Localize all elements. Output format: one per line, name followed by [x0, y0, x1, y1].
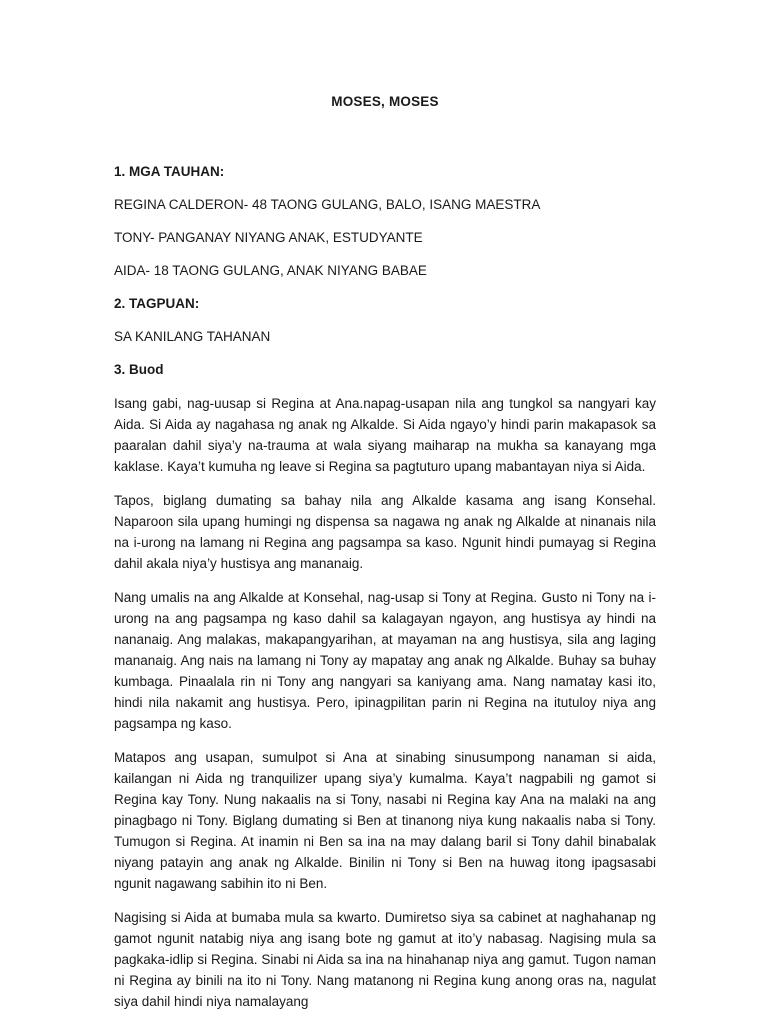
character-line: REGINA CALDERON- 48 TAONG GULANG, BALO, ISANG MAESTRA: [114, 197, 541, 212]
character-line: AIDA- 18 TAONG GULANG, ANAK NIYANG BABAE: [114, 263, 427, 278]
summary-paragraph: Isang gabi, nag-uusap si Regina at Ana.napag-usapan nila ang tungkol sa nangyari kay Aida. Si Aida ay nagahasa ng anak ng Alkalde. Si Aida ngayo’y hindi parin makapasok sa paaralan dahil siya’y na-trauma at wala siyang maiharap na mukha sa kanayang mga kaklase. Kaya’t kumuha ng leave si Regina sa pagtuturo upang mabantayan niya si Aida.: [114, 396, 656, 474]
summary-paragraph: Nang umalis na ang Alkalde at Konsehal, nag-usap si Tony at Regina. Gusto ni Tony na i-urong na ang pagsampa ng kaso dahil sa kalagayan ngayon, ang hustisya ay hindi na nananaig. Ang malakas, makapangyarihan, at mayaman na ang hustisya, sila ang laging mananaig. Ang nais na lamang ni Tony ay mapatay ang anak ng Alkalde. Buhay sa buhay kumbaga. Pinaalala rin ni Tony ang nangyari sa kaniyang ama. Nang namatay kasi ito, hindi nila nakamit ang hustisya. Pero, ipinagpilitan parin ni Regina na itutuloy niya ang pagsampa ng kaso.: [114, 590, 656, 731]
setting-line: SA KANILANG TAHANAN: [114, 329, 271, 344]
character-line: TONY- PANGANAY NIYANG ANAK, ESTUDYANTE: [114, 230, 423, 245]
section-heading-tauhan: 1. MGA TAUHAN:: [114, 164, 225, 179]
document-body: [114, 92, 656, 1024]
summary-paragraph: Tapos, biglang dumating sa bahay nila ang Alkalde kasama ang isang Konsehal. Naparoon sila upang humingi ng dispensa sa nagawa ng anak ng Alkalde at ninanais nila na i-urong na lamang ni Regina ang pagsampa sa kaso. Ngunit hindi pumayag si Regina dahil akala niya’y hustisya ang mananaig.: [114, 493, 656, 571]
section-heading-tagpuan: 2. TAGPUAN:: [114, 296, 200, 311]
document-title: MOSES, MOSES: [331, 94, 439, 109]
summary-paragraph: Matapos ang usapan, sumulpot si Ana at sinabing sinusumpong nanaman si aida, kailangan ni Aida ng tranquilizer upang siya’y kumalma. Kaya’t nagpabili ng gamot si Regina kay Tony. Nung nakaalis na si Tony, nasabi ni Regina kay Ana na malaki na ang pinagbago ni Tony. Biglang dumating si Ben at tinanong niya kung nakaalis naba si Tony. Tumugon si Regina. At inamin ni Ben sa ina na may dalang baril si Tony dahil binabalak niyang patayin ang anak ng Alkalde. Binilin ni Tony si Ben na huwag itong ipagsasabi ngunit nagawang sabihin ito ni Ben.: [114, 750, 656, 891]
section-heading-buod: 3. Buod: [114, 362, 164, 377]
summary-paragraph: Nagising si Aida at bumaba mula sa kwarto. Dumiretso siya sa cabinet at naghahanap ng gamot ngunit natabig niya ang isang bote ng gamut at ito’y nabasag. Nagising mula sa pagkaka-idlip si Regina. Sinabi ni Aida sa ina na hinahanap niya ang gamut. Tugon naman ni Regina ay binili na ito ni Tony. Nang matanong ni Regina kung anong oras na, nagulat siya dahil hindi niya namalayang: [114, 910, 656, 1009]
